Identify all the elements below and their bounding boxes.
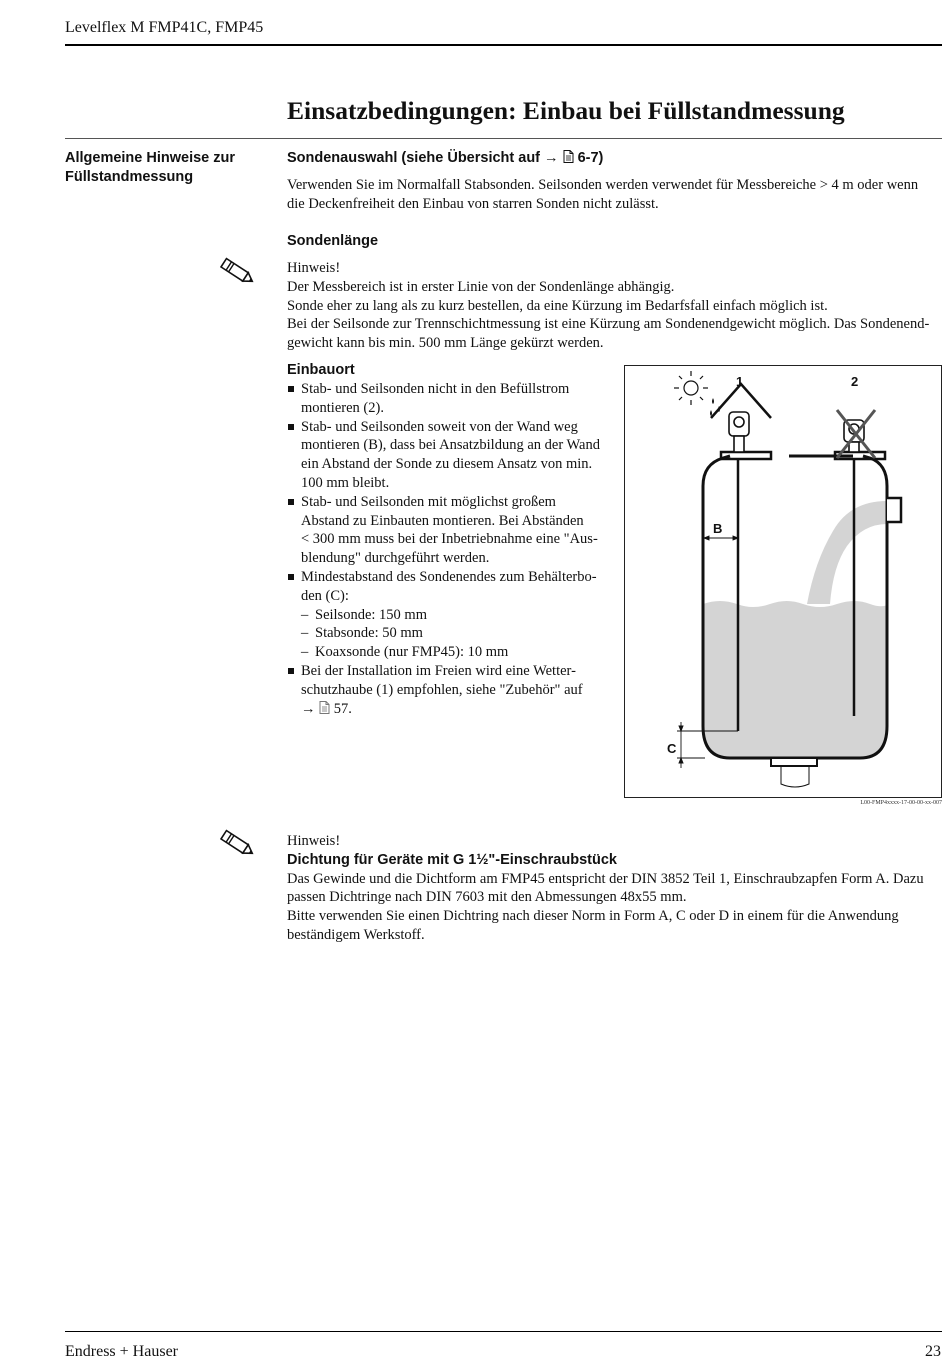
note-label: Hinweis! bbox=[287, 260, 341, 276]
pencil-icon bbox=[218, 256, 258, 288]
filling-stream bbox=[807, 501, 887, 604]
list-item-line: montieren (B), dass bei Ansatzbildung an der Wand bbox=[301, 437, 600, 454]
list-item-line: montieren (2). bbox=[301, 399, 384, 416]
list-item bbox=[287, 568, 617, 606]
note-line: Der Messbereich ist in erster Linie von der Sondenlänge abhängig. bbox=[287, 278, 675, 295]
list-item-line: Mindestabstand des Sondenendes zum Behälterbo- bbox=[301, 568, 597, 585]
header-title: Levelflex M FMP41C, FMP45 bbox=[65, 19, 264, 36]
dimension-b bbox=[704, 536, 738, 540]
list-item-line: ein Abstand der Sonde zu diesem Ansatz von min. bbox=[301, 456, 593, 473]
list-item-line: Stab- und Seilsonden mit möglichst großem bbox=[301, 493, 556, 510]
dash-icon: – bbox=[301, 625, 309, 642]
bullet-icon bbox=[288, 424, 294, 430]
section-heading-text: Sondenauswahl (siehe Übersicht auf bbox=[287, 150, 540, 166]
title-rule bbox=[65, 138, 942, 139]
transmitter-1 bbox=[729, 412, 749, 452]
dash-icon: – bbox=[301, 644, 309, 661]
note-dichtung bbox=[287, 832, 942, 945]
footer-rule bbox=[65, 1331, 942, 1332]
list-item-line: Stab- und Seilsonden soweit von der Wand weg bbox=[301, 418, 578, 435]
section-sondenauswahl-text bbox=[287, 176, 942, 214]
sub-list-text: Seilsonde: 150 mm bbox=[315, 606, 427, 623]
arrow-icon: → bbox=[544, 150, 559, 166]
list-item-line: blendung" durchgeführt werden. bbox=[301, 550, 490, 567]
note-line: Sonde eher zu lang als zu kurz bestellen, da eine Kürzung im Bedarfsfall einfach möglich ist. bbox=[287, 297, 828, 314]
list-item-ref bbox=[301, 700, 617, 719]
note-heading: Dichtung für Geräte mit G 1½"-Einschraubstück bbox=[287, 851, 617, 868]
list-item bbox=[287, 418, 617, 493]
label-1: 1 bbox=[736, 374, 744, 389]
arrow-icon: → bbox=[301, 700, 316, 717]
sun-icon bbox=[674, 371, 708, 405]
label-b: B bbox=[713, 521, 723, 536]
liquid-area bbox=[703, 601, 887, 758]
section-sondenauswahl-heading bbox=[287, 149, 942, 168]
note-label: Hinweis! bbox=[287, 833, 341, 849]
inlet-pipe bbox=[887, 498, 901, 522]
bullet-icon bbox=[288, 574, 294, 580]
page-icon bbox=[563, 150, 574, 163]
list-item bbox=[287, 662, 617, 718]
side-heading: Allgemeine Hinweise zur Füllstandmessung bbox=[65, 150, 236, 185]
label-c: C bbox=[667, 741, 677, 756]
sub-list-item bbox=[287, 606, 617, 625]
section-heading-ref: 6-7) bbox=[577, 150, 604, 166]
installation-figure bbox=[624, 365, 942, 798]
note-line: passen Dichtringe nach DIN 7603 mit den Abmessungen 48x55 mm. bbox=[287, 889, 687, 906]
sub-list-text: Stabsonde: 50 mm bbox=[315, 625, 423, 642]
einbauort-list bbox=[287, 380, 617, 718]
dash-icon: – bbox=[301, 606, 309, 623]
sub-list-item bbox=[287, 624, 617, 643]
list-item-line: Abstand zu Einbauten montieren. Bei Abständen bbox=[301, 512, 584, 529]
list-item-line: schutzhaube (1) empfohlen, siehe "Zubehör" auf bbox=[301, 681, 583, 698]
sub-list-text: Koaxsonde (nur FMP45): 10 mm bbox=[315, 644, 509, 661]
tank-diagram bbox=[625, 366, 941, 797]
list-item-line: den (C): bbox=[301, 587, 349, 604]
page-title: Einsatzbedingungen: Einbau bei Füllstandmessung bbox=[287, 96, 845, 125]
bullet-icon bbox=[288, 386, 294, 392]
section-sondenlaenge-heading: Sondenlänge bbox=[287, 233, 379, 249]
note-sondenlaenge bbox=[287, 259, 942, 353]
list-item-line: 100 mm bleibt. bbox=[301, 474, 390, 491]
text-line: Verwenden Sie im Normalfall Stabsonden. Seilsonden werden verwendet für Messbereiche > 4 m oder wenn bbox=[287, 177, 919, 193]
list-item-line: < 300 mm muss bei der Inbetriebnahme eine "Aus- bbox=[301, 531, 598, 548]
note-line: Bei der Seilsonde zur Trennschichtmessung ist eine Kürzung am Sondenendgewicht möglich. Das Sondenend- bbox=[287, 316, 930, 333]
note-line: Das Gewinde und die Dichtform am FMP45 entspricht der DIN 3852 Teil 1, Einschraubzapfen Form A. Dazu bbox=[287, 870, 924, 887]
header-rule bbox=[65, 44, 942, 46]
ref-page: 57. bbox=[333, 700, 352, 717]
page-icon bbox=[319, 701, 330, 714]
bottom-outlet bbox=[771, 758, 817, 766]
page-number: 23 bbox=[925, 1343, 941, 1360]
list-item-line: Stab- und Seilsonden nicht in den Befüllstrom bbox=[301, 381, 570, 397]
note-line: Bitte verwenden Sie einen Dichtring nach dieser Norm in Form A, C oder D in einem für die Anwendung bbox=[287, 908, 899, 925]
note-line: beständigem Werkstoff. bbox=[287, 926, 425, 943]
label-2: 2 bbox=[851, 374, 859, 389]
list-item bbox=[287, 380, 617, 418]
text-line: die Deckenfreiheit den Einbau von starren Sonden nicht zulässt. bbox=[287, 195, 659, 212]
bullet-icon bbox=[288, 499, 294, 505]
bullet-icon bbox=[288, 668, 294, 674]
list-item bbox=[287, 493, 617, 568]
note-line: gewicht kann bis min. 500 mm Länge gekürzt werden. bbox=[287, 335, 604, 352]
pencil-icon bbox=[218, 828, 258, 860]
einbauort-heading: Einbauort bbox=[287, 362, 355, 378]
footer-company: Endress + Hauser bbox=[65, 1343, 178, 1360]
list-item-line: Bei der Installation im Freien wird eine Wetter- bbox=[301, 662, 576, 679]
figure-code: L00-FMP4xxxx-17-00-00-xx-007 bbox=[860, 800, 942, 806]
sub-list-item bbox=[287, 643, 617, 662]
